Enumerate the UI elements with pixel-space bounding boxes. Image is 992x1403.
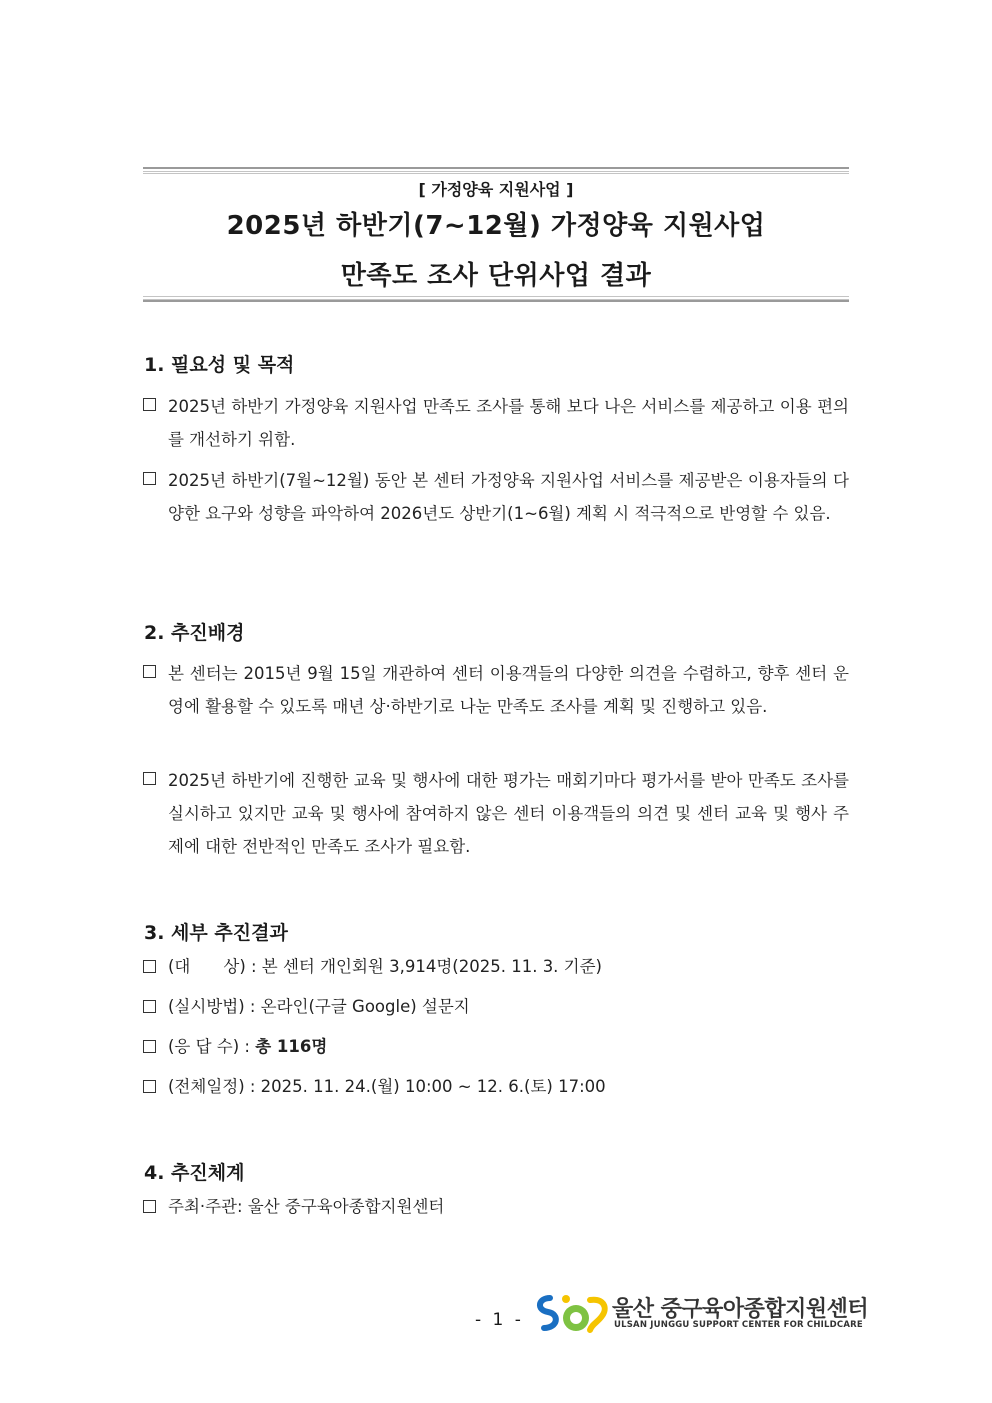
document-title-line2: 만족도 조사 단위사업 결과: [340, 261, 652, 291]
checkbox-square-icon: [143, 1000, 156, 1013]
result-item-schedule: [143, 1073, 849, 1101]
checkbox-square-icon: [143, 960, 156, 973]
checkbox-square-icon: [143, 665, 156, 678]
result-item-respondents: [143, 1033, 849, 1061]
paragraph-text: 2025년 하반기 가정양육 지원사업 만족도 조사를 통해 보다 나은 서비스를 제공하고 이용 편의를 개선하기 위함.: [168, 397, 849, 449]
item-text: 주최·주관: 울산 중구육아종합지원센터: [168, 1197, 445, 1216]
checkbox-square-icon: [143, 1200, 156, 1213]
document-title-line1: 2025년 하반기(7~12월) 가정양육 지원사업: [226, 211, 766, 241]
logo-name-english: ULSAN JUNGGU SUPPORT CENTER FOR CHILDCARE: [614, 1320, 863, 1330]
checkbox-square-icon: [143, 1080, 156, 1093]
checkbox-square-icon: [143, 472, 156, 485]
respondents-count: 총 116명: [255, 1037, 328, 1056]
page-number: - 1 -: [475, 1310, 524, 1330]
bottom-divider: [143, 295, 849, 302]
item-text: (대 상) : 본 센터 개인회원 3,914명(2025. 11. 3. 기준): [168, 957, 602, 976]
system-item-host: [143, 1193, 849, 1221]
section-heading-results: 3. 세부 추진결과: [144, 922, 288, 944]
result-item-target: [143, 953, 849, 981]
item-text: (전체일정) : 2025. 11. 24.(월) 10:00 ~ 12. 6.(토) 17:00: [168, 1077, 606, 1096]
checkbox-square-icon: [143, 772, 156, 785]
checkbox-square-icon: [143, 1040, 156, 1053]
result-item-method: [143, 993, 849, 1021]
background-paragraph-2: [143, 764, 849, 863]
purpose-paragraph-1: [143, 390, 849, 456]
paragraph-text: 본 센터는 2015년 9월 15일 개관하여 센터 이용객들의 다양한 의견을 수렴하고, 향후 센터 운영에 활용할 수 있도록 매년 상·하반기로 나눈 만족도 조사를 계획 및 진행하고 있음.: [168, 664, 849, 716]
top-divider: [143, 167, 849, 174]
document-subtitle: [ 가정양육 지원사업 ]: [418, 180, 574, 199]
item-text: [168, 1033, 849, 1061]
paragraph-text: 2025년 하반기에 진행한 교육 및 행사에 대한 평가는 매회기마다 평가서를 받아 만족도 조사를 실시하고 있지만 교육 및 행사에 참여하지 않은 센터 이용객들의 의견 및 센터 교육 및 행사 주제에 대한 전반적인 만족도 조사가 필요함.: [168, 771, 849, 856]
section-heading-background: 2. 추진배경: [144, 622, 245, 644]
section-heading-purpose: 1. 필요성 및 목적: [144, 354, 295, 376]
section-heading-system: 4. 추진체계: [144, 1162, 245, 1184]
center-logo: [532, 1290, 869, 1338]
paragraph-text: 2025년 하반기(7월~12월) 동안 본 센터 가정양육 지원사업 서비스를 제공받은 이용자들의 다양한 요구와 성향을 파악하여 2026년도 상반기(1~6월) 계획 시 적극적으로 반영할 수 있음.: [168, 471, 849, 523]
purpose-paragraph-2: [143, 464, 849, 530]
respondents-label: (응 답 수) :: [168, 1037, 256, 1056]
logo-name-korean: 울산 중구육아종합지원센터: [612, 1297, 869, 1322]
background-paragraph-1: [143, 657, 849, 723]
center-logo-mark-icon: [532, 1290, 610, 1338]
checkbox-square-icon: [143, 398, 156, 411]
item-text: (실시방법) : 온라인(구글 Google) 설문지: [168, 997, 470, 1016]
